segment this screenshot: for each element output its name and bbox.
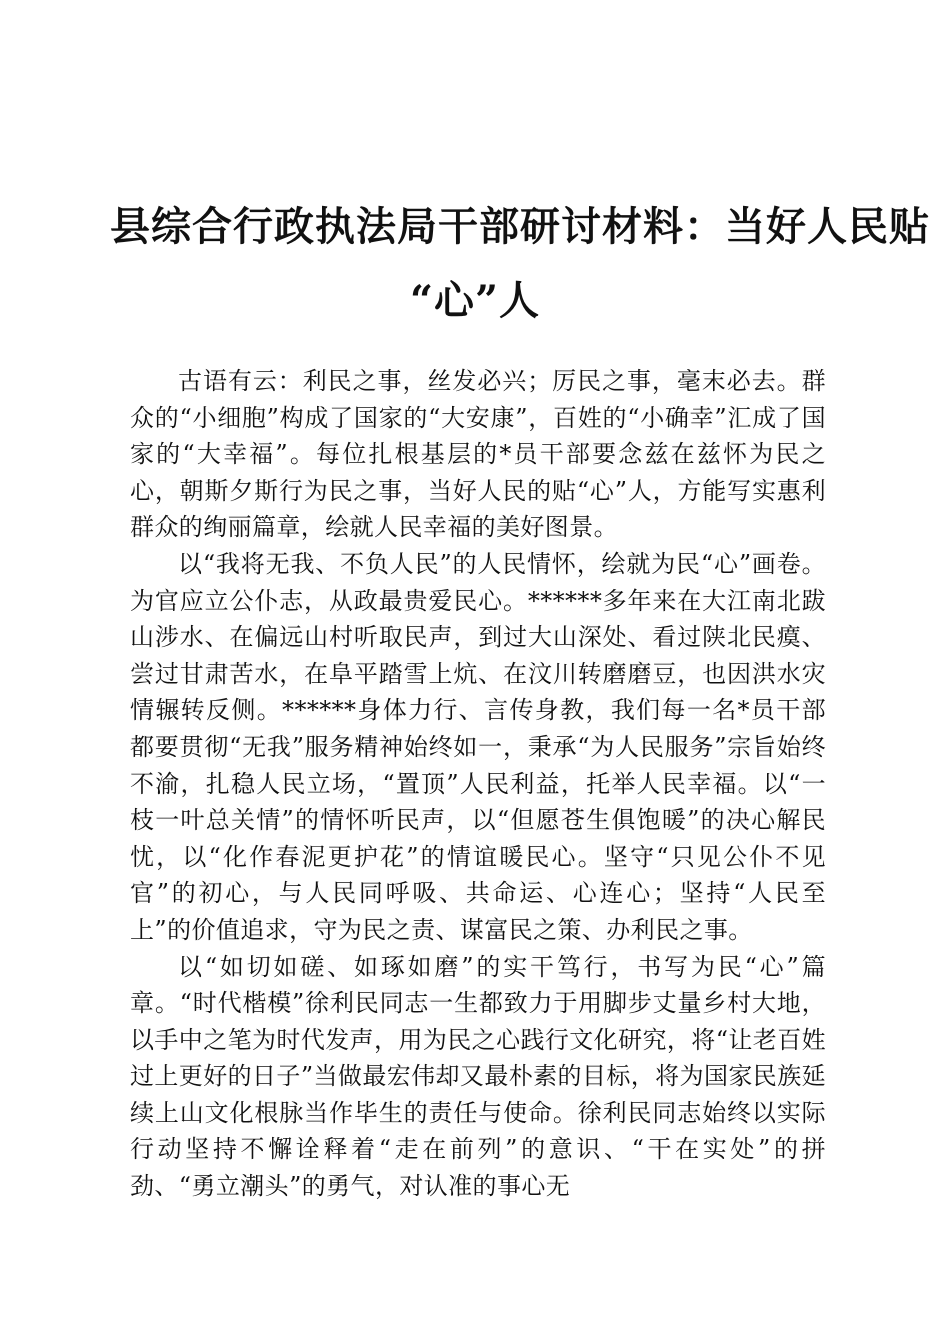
document-title <box>110 190 930 338</box>
paragraph-2: 以“我将无我、不负人民”的人民情怀，绘就为民“心”画卷。为官应立公仆志，从政最贵爱民心。******多年来在大江南北跋山涉水、在偏远山村听取民声，到过大山深处、看过陕北民瘼、尝过甘肃苦水，在阜平踏雪上炕、在汶川转磨磨豆，也因洪水灾情辗转反侧。******身体力行、言传身教，我们每一名*员干部都要贯彻“无我”服务精神始终如一，秉承“为人民服务”宗旨始终不渝，扎稳人民立场，“置顶”人民利益，托举人民幸福。以“一枝一叶总关情”的情怀听民声，以“但愿苍生俱饱暖”的决心解民忧，以“化作春泥更护花”的情谊暖民心。坚守“只见公仆不见官”的初心，与人民同呼吸、共命运、心连心；坚持“人民至上”的价值追求，守为民之责、谋富民之策、办利民之事。 <box>130 549 826 944</box>
title-line-2: “心”人 <box>409 277 540 324</box>
paragraph-1: 古语有云：利民之事，丝发必兴；厉民之事，毫末必去。群众的“小细胞”构成了国家的“大安康”，百姓的“小确幸”汇成了国家的“大幸福”。每位扎根基层的*员干部要念兹在兹怀为民之心，朝斯夕斯行为民之事，当好人民的贴“心”人，方能写实惠利群众的绚丽篇章，绘就人民幸福的美好图景。 <box>130 367 826 542</box>
paragraph-3: 以“如切如磋、如琢如磨”的实干笃行，书写为民“心”篇章。“时代楷模”徐利民同志一生都致力于用脚步丈量乡村大地，以手中之笔为时代发声，用为民之心践行文化研究，将“让老百姓过上更好的日子”当做最宏伟却又最朴素的目标，将为国家民族延续上山文化根脉当作毕生的责任与使命。徐利民同志始终以实际行动坚持不懈诠释着“走在前列”的意识、“干在实处”的拼劲、“勇立潮头”的勇气，对认准的事心无 <box>130 952 826 1201</box>
document-body <box>130 363 826 1205</box>
title-line-1: 县综合行政执法局干部研讨材料：当好人民贴 <box>110 203 930 250</box>
